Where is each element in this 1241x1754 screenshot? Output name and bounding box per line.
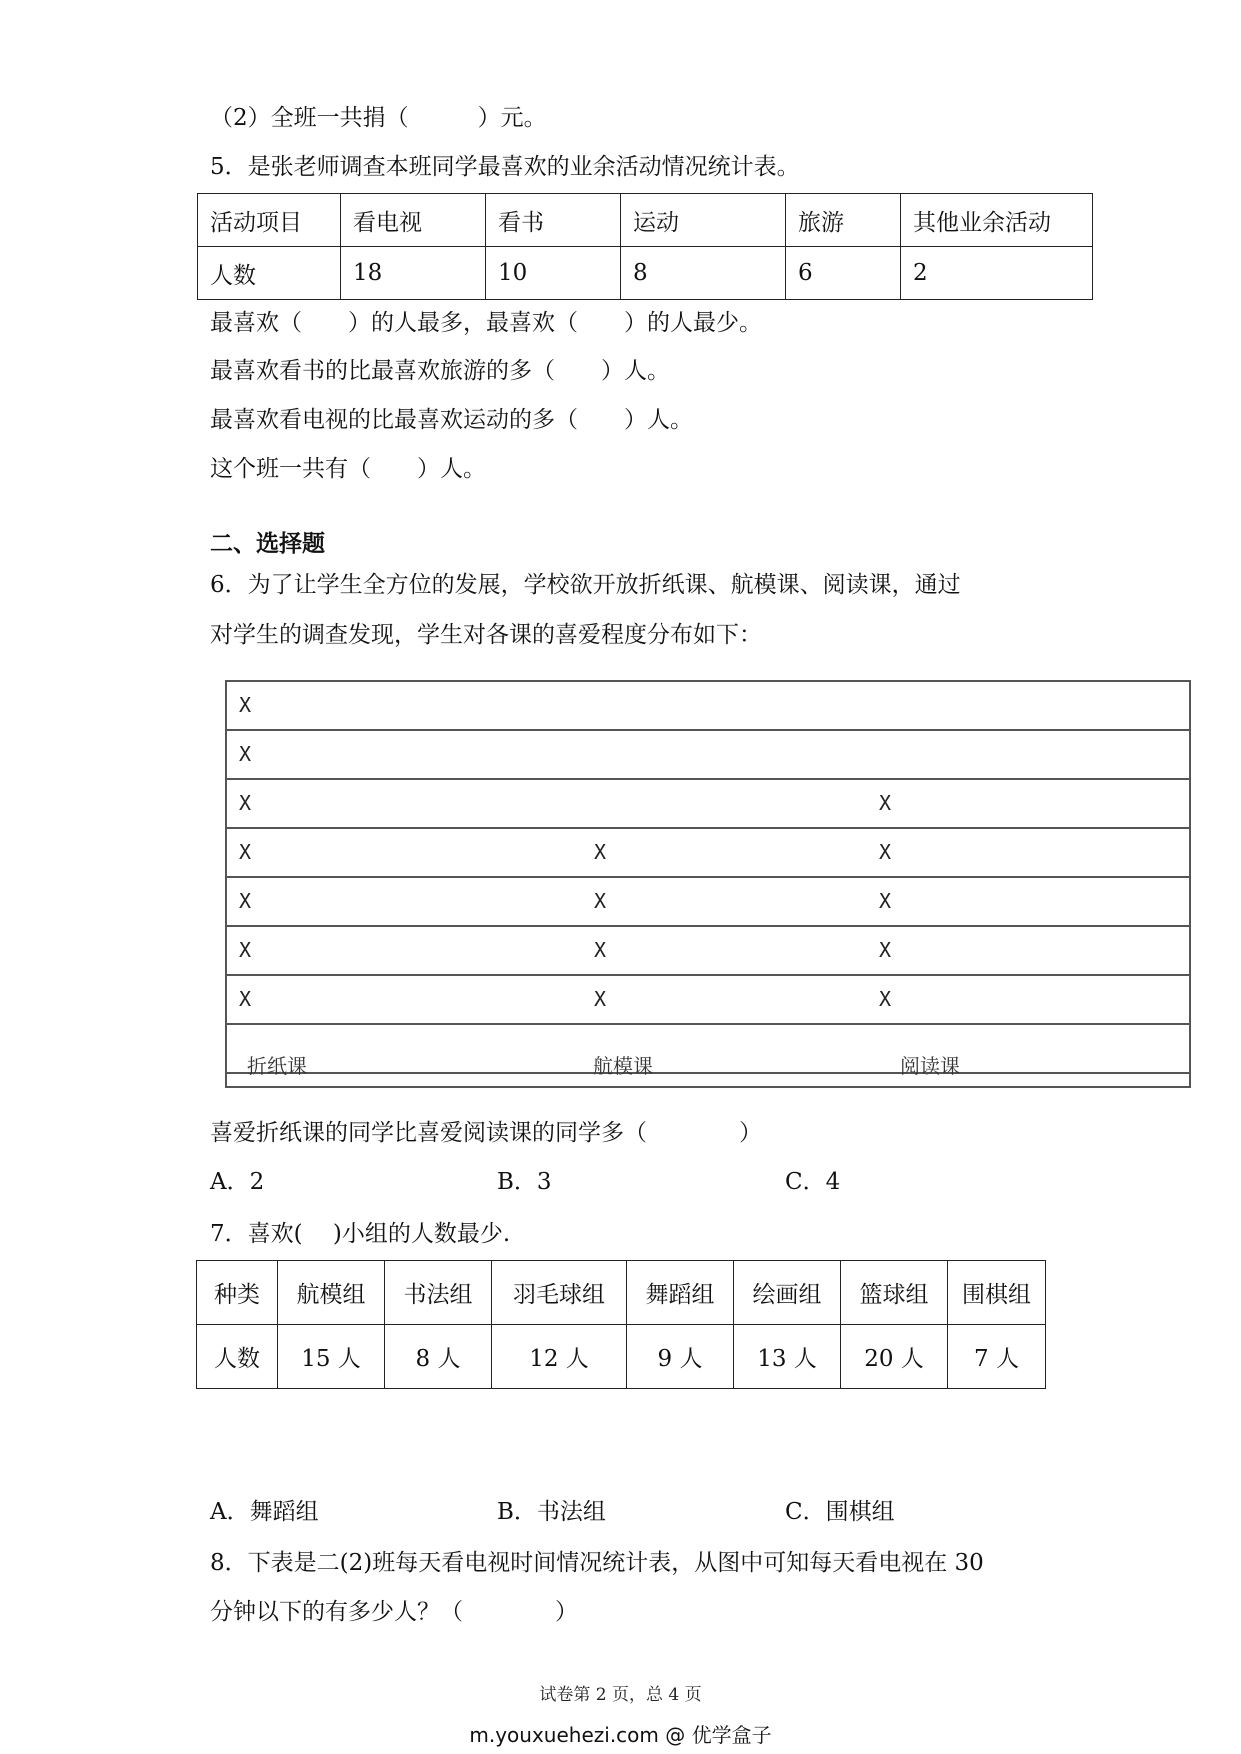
table-cell: 人数 xyxy=(198,247,341,300)
table-cell: 9 人 xyxy=(627,1325,734,1389)
plot-mark: X xyxy=(239,938,252,962)
table-row xyxy=(197,1325,1046,1389)
q7-option-a[interactable]: A．舞蹈组 xyxy=(210,1499,319,1525)
q5-line-1: 最喜欢（ ）的人最多，最喜欢（ ）的人最少。 xyxy=(210,310,762,336)
table-row xyxy=(198,247,1093,300)
table-cell: 其他业余活动 xyxy=(901,194,1093,247)
table-cell: 2 xyxy=(901,247,1093,300)
table-cell: 书法组 xyxy=(385,1261,492,1325)
plot-row xyxy=(227,976,1189,1025)
plot-mark: X xyxy=(239,742,252,766)
q6-option-b[interactable]: B．3 xyxy=(497,1169,552,1195)
section2-title: 二、选择题 xyxy=(210,531,325,557)
q6-stem-line1: 6．为了让学生全方位的发展，学校欲开放折纸课、航模课、阅读课，通过 xyxy=(210,572,961,598)
plot-row xyxy=(227,731,1189,780)
table-cell: 篮球组 xyxy=(841,1261,948,1325)
table-cell: 8 人 xyxy=(385,1325,492,1389)
table-row xyxy=(198,194,1093,247)
q7-option-c[interactable]: C．围棋组 xyxy=(785,1499,895,1525)
table-cell: 舞蹈组 xyxy=(627,1261,734,1325)
q8-line2: 分钟以下的有多少人？（ ） xyxy=(210,1599,578,1625)
q6-option-c[interactable]: C．4 xyxy=(785,1169,841,1195)
plot-mark: X xyxy=(879,840,892,864)
course-preference-dot-plot xyxy=(225,680,1191,1088)
table-cell: 8 xyxy=(621,247,786,300)
q4-part2: （2）全班一共捐（ ）元。 xyxy=(210,105,547,131)
plot-mark: X xyxy=(594,840,607,864)
plot-mark: X xyxy=(239,693,252,717)
plot-row xyxy=(227,780,1189,829)
table-cell: 围棋组 xyxy=(948,1261,1046,1325)
q5-stem: 5．是张老师调查本班同学最喜欢的业余活动情况统计表。 xyxy=(210,154,800,180)
plot-mark: X xyxy=(594,987,607,1011)
page-footer: 试卷第 2 页，总 4 页 xyxy=(539,1685,702,1705)
table-row xyxy=(197,1261,1046,1325)
table-cell: 20 人 xyxy=(841,1325,948,1389)
q6-option-a[interactable]: A．2 xyxy=(210,1169,265,1195)
q7-option-b[interactable]: B．书法组 xyxy=(497,1499,606,1525)
table-cell: 活动项目 xyxy=(198,194,341,247)
table-cell: 人数 xyxy=(197,1325,278,1389)
plot-mark: X xyxy=(594,938,607,962)
table-cell: 旅游 xyxy=(786,194,901,247)
table-cell: 羽毛球组 xyxy=(492,1261,627,1325)
group-table xyxy=(196,1260,1046,1389)
q7-stem: 7．喜欢( )小组的人数最少. xyxy=(210,1221,511,1247)
table-cell: 航模组 xyxy=(278,1261,385,1325)
plot-mark: X xyxy=(879,889,892,913)
plot-mark: X xyxy=(239,889,252,913)
table-cell: 看电视 xyxy=(341,194,486,247)
plot-mark: X xyxy=(879,938,892,962)
plot-mark: X xyxy=(594,889,607,913)
table-cell: 12 人 xyxy=(492,1325,627,1389)
q5-line-4: 这个班一共有（ ）人。 xyxy=(210,456,486,482)
table-cell: 运动 xyxy=(621,194,786,247)
category-label-model: 航模课 xyxy=(593,1054,653,1078)
plot-row xyxy=(227,927,1189,976)
plot-mark: X xyxy=(239,840,252,864)
table-cell: 13 人 xyxy=(734,1325,841,1389)
activity-table xyxy=(197,193,1093,300)
plot-row xyxy=(227,682,1189,731)
category-label-origami: 折纸课 xyxy=(247,1054,307,1078)
q5-line-2: 最喜欢看书的比最喜欢旅游的多（ ）人。 xyxy=(210,358,670,384)
plot-row xyxy=(227,1025,1189,1074)
category-label-reading: 阅读课 xyxy=(900,1054,960,1078)
table-cell: 种类 xyxy=(197,1261,278,1325)
plot-row xyxy=(227,878,1189,927)
plot-mark: X xyxy=(879,791,892,815)
table-cell: 10 xyxy=(486,247,621,300)
plot-mark: X xyxy=(239,987,252,1011)
table-cell: 看书 xyxy=(486,194,621,247)
table-cell: 绘画组 xyxy=(734,1261,841,1325)
plot-mark: X xyxy=(239,791,252,815)
table-cell: 7 人 xyxy=(948,1325,1046,1389)
q6-question: 喜爱折纸课的同学比喜爱阅读课的同学多（ ） xyxy=(210,1120,762,1146)
watermark: m.youxuehezi.com @ 优学盒子 xyxy=(469,1723,772,1747)
plot-mark: X xyxy=(879,987,892,1011)
plot-row xyxy=(227,829,1189,878)
table-cell: 15 人 xyxy=(278,1325,385,1389)
q6-stem-line2: 对学生的调查发现，学生对各课的喜爱程度分布如下： xyxy=(210,622,762,648)
table-cell: 6 xyxy=(786,247,901,300)
table-cell: 18 xyxy=(341,247,486,300)
q8-line1: 8．下表是二(2)班每天看电视时间情况统计表，从图中可知每天看电视在 30 xyxy=(210,1550,984,1576)
q5-line-3: 最喜欢看电视的比最喜欢运动的多（ ）人。 xyxy=(210,407,693,433)
